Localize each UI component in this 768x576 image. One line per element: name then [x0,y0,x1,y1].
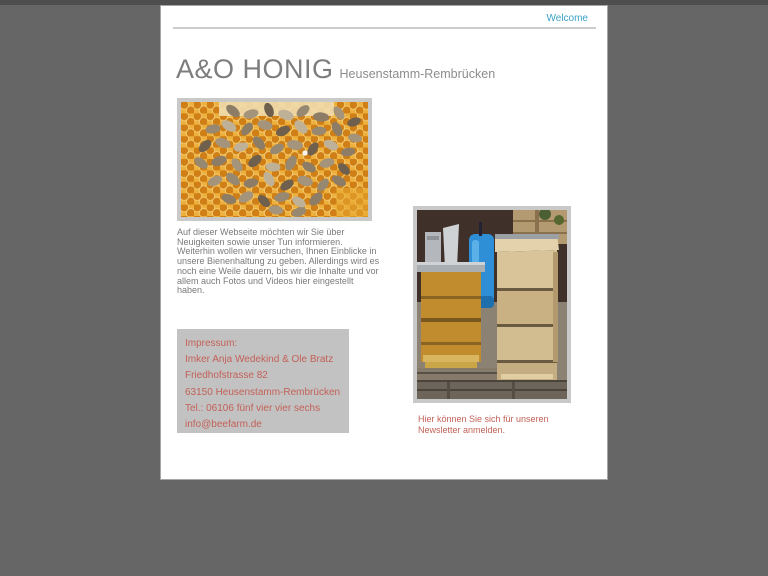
impressum-heading: Impressum: [185,338,238,349]
impressum-owners: Imker Anja Wedekind & Ole Bratz [185,354,334,366]
impressum-box [177,329,349,433]
newsletter-signup-link[interactable]: Hier können Sie sich für unseren Newsletter anmelden. [418,414,549,435]
page-title: A&O HONIG [176,54,334,84]
site-header [176,54,495,85]
impressum-city: 63150 Heusenstamm-Rembrücken [185,386,341,398]
page-subtitle: Heusenstamm-Rembrücken [339,67,496,81]
welcome-nav-link[interactable]: Welcome [546,13,588,24]
right-hive [495,234,559,382]
intro-paragraph: Auf dieser Webseite möchten wir Sie über Neuigkeiten sowie unser Tun informieren. Weiterhin wollen wir versuchen, Ihnen Einblicke in unsere Bienenhaltung zu geben. Allerdings wird es noch eine Weile dauern, bis wir die Inhalte und vor allem auch Fotos und Videos hier eingestellt haben. [177,227,380,296]
impressum-phone: Tel.: 06106 fünf vier vier sechs [185,402,321,414]
hives-photo [413,206,571,403]
impressum-email: info@beefarm.de [185,419,262,431]
impressum-street: Friedhofstrasse 82 [185,370,268,382]
left-hive [417,262,485,370]
header-divider [173,27,596,29]
bees-photo [177,98,372,221]
content-panel [160,5,608,480]
bees-on-honeycomb-image [181,102,368,217]
beehives-image [417,210,567,399]
